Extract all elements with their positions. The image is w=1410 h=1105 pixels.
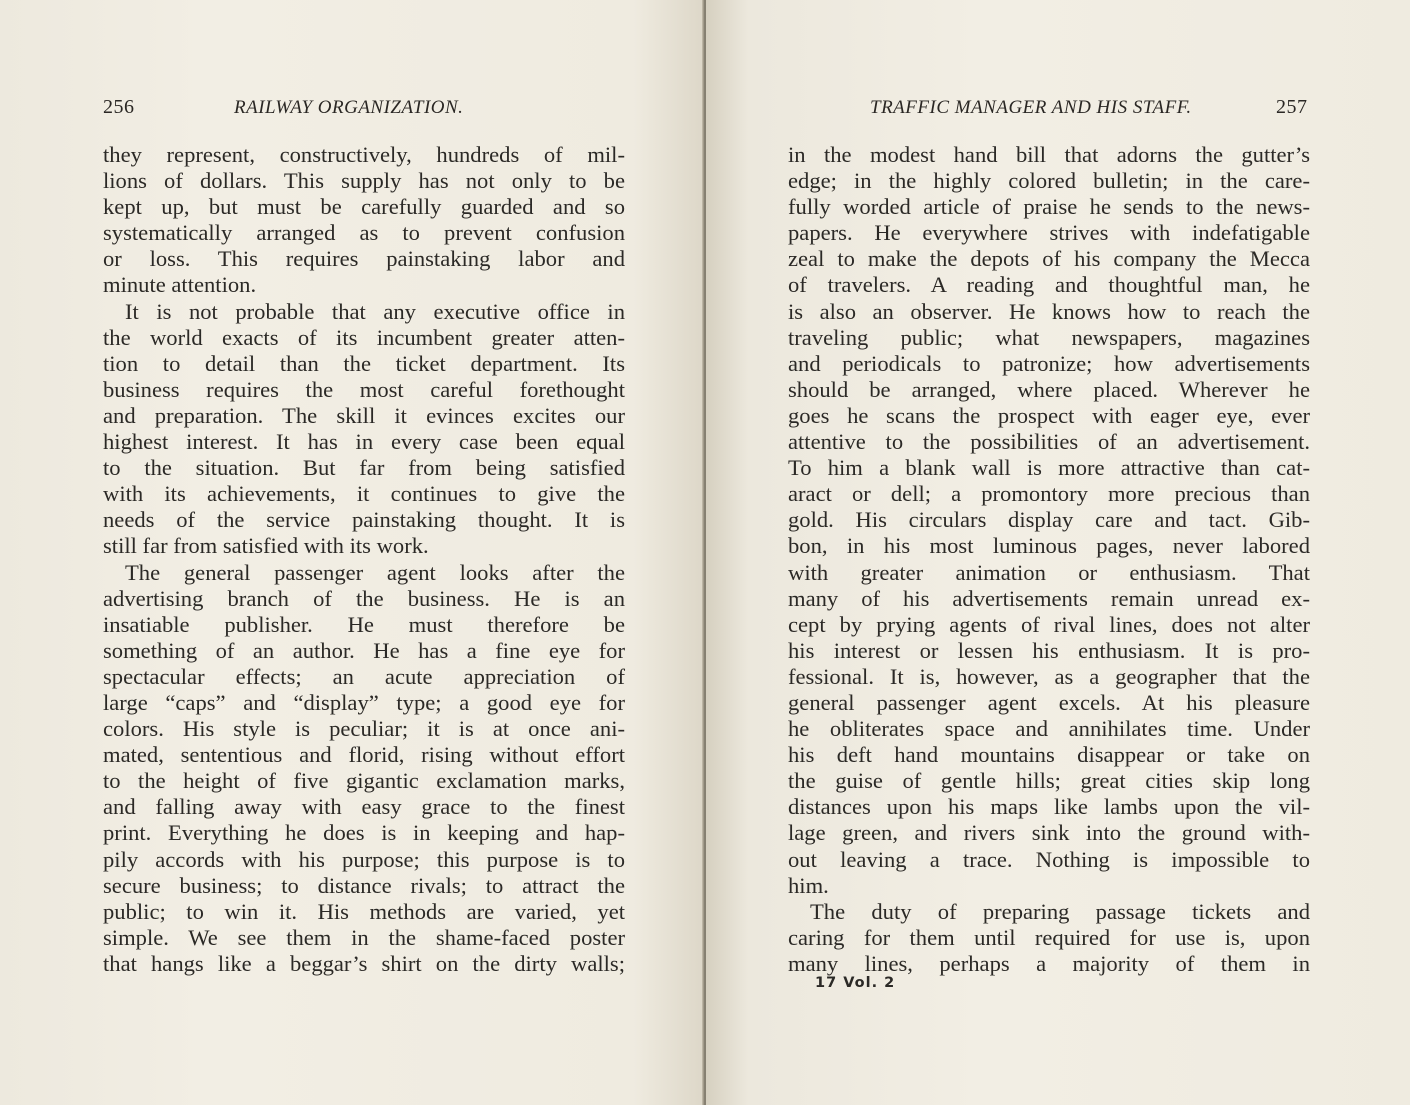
text-line: print. Everything he does is in keeping and hap-: [103, 820, 625, 846]
text-line: with greater animation or enthusiasm. That: [788, 559, 1310, 585]
text-line: something of an author. He has a fine eye for: [103, 637, 625, 663]
text-line: gold. His circulars display care and tact. Gib-: [788, 507, 1310, 533]
text-line: fessional. It is, however, as a geographer that the: [788, 663, 1310, 689]
text-line: spectacular effects; an acute appreciation of: [103, 663, 625, 689]
signature-mark: 17 Vol. 2: [815, 975, 896, 991]
text-line: colors. His style is peculiar; it is at once ani-: [103, 716, 625, 742]
text-line: cept by prying agents of rival lines, does not alter: [788, 611, 1310, 637]
text-line: and preparation. The skill it evinces excites our: [103, 402, 625, 428]
text-line: his deft hand mountains disappear or take on: [788, 742, 1310, 768]
text-line: should be arranged, where placed. Wherever he: [788, 376, 1310, 402]
text-line: tion to detail than the ticket department. Its: [103, 350, 625, 376]
text-line: many of his advertisements remain unread ex-: [788, 585, 1310, 611]
left-page-number: 256: [103, 96, 135, 118]
text-line: insatiable publisher. He must therefore be: [103, 611, 625, 637]
text-line: and falling away with easy grace to the finest: [103, 794, 625, 820]
text-line: attentive to the possibilities of an advertisement.: [788, 429, 1310, 455]
text-line: large “caps” and “display” type; a good eye for: [103, 689, 625, 715]
text-line: lage green, and rivers sink into the ground with-: [788, 820, 1310, 846]
text-line: to the height of five gigantic exclamation marks,: [103, 768, 625, 794]
text-line: secure business; to distance rivals; to attract the: [103, 872, 625, 898]
text-line: papers. He everywhere strives with indefatigable: [788, 220, 1310, 246]
text-line: his interest or lessen his enthusiasm. It is pro-: [788, 637, 1310, 663]
text-line: highest interest. It has in every case been equal: [103, 429, 625, 455]
text-line: of travelers. A reading and thoughtful man, he: [788, 272, 1310, 298]
text-line: It is not probable that any executive office in: [125, 298, 625, 324]
left-page-body: [103, 142, 625, 977]
text-line: or loss. This requires painstaking labor and: [103, 246, 625, 272]
text-line: is also an observer. He knows how to reach the: [788, 298, 1310, 324]
text-line: advertising branch of the business. He is an: [103, 585, 625, 611]
left-page: [0, 0, 704, 1105]
right-page: [706, 0, 1410, 1105]
text-line: The duty of preparing passage tickets and: [810, 898, 1310, 924]
text-line: general passenger agent excels. At his pleasure: [788, 689, 1310, 715]
text-line: with its achievements, it continues to give the: [103, 481, 625, 507]
text-line: lions of dollars. This supply has not only to be: [103, 168, 625, 194]
text-line: and periodicals to patronize; how advertisements: [788, 350, 1310, 376]
text-line: needs of the service painstaking thought. It is: [103, 507, 625, 533]
text-line: systematically arranged as to prevent confusion: [103, 220, 625, 246]
right-page-number: 257: [1276, 96, 1308, 118]
text-line: aract or dell; a promontory more precious than: [788, 481, 1310, 507]
text-line: simple. We see them in the shame-faced poster: [103, 924, 625, 950]
text-line: pily accords with his purpose; this purpose is to: [103, 846, 625, 872]
text-line: distances upon his maps like lambs upon the vil-: [788, 794, 1310, 820]
text-line: the world exacts of its incumbent greater atten-: [103, 324, 625, 350]
text-line: in the modest hand bill that adorns the gutter’s: [788, 142, 1310, 167]
text-line: zeal to make the depots of his company the Mecca: [788, 246, 1310, 272]
text-line: that hangs like a beggar’s shirt on the dirty walls;: [103, 950, 625, 976]
left-running-head: RAILWAY ORGANIZATION.: [234, 97, 464, 118]
text-line: edge; in the highly colored bulletin; in the care-: [788, 168, 1310, 194]
text-line: mated, sententious and florid, rising without effort: [103, 742, 625, 768]
right-running-head: TRAFFIC MANAGER AND HIS STAFF.: [870, 97, 1192, 118]
text-line: him.: [788, 872, 829, 898]
text-line: minute attention.: [103, 272, 257, 298]
text-line: he obliterates space and annihilates time. Under: [788, 716, 1310, 742]
text-line: traveling public; what newspapers, magazines: [788, 324, 1310, 350]
text-line: business requires the most careful forethought: [103, 376, 625, 402]
text-line: caring for them until required for use is, upon: [788, 924, 1310, 950]
right-page-body: [788, 142, 1310, 977]
text-line: still far from satisfied with its work.: [103, 533, 429, 559]
text-line: many lines, perhaps a majority of them in: [788, 950, 1310, 976]
text-line: bon, in his most luminous pages, never labored: [788, 533, 1310, 559]
text-line: the guise of gentle hills; great cities skip long: [788, 768, 1310, 794]
text-line: The general passenger agent looks after the: [125, 559, 625, 585]
text-line: fully worded article of praise he sends to the news-: [788, 194, 1310, 220]
text-line: out leaving a trace. Nothing is impossible to: [788, 846, 1310, 872]
text-line: they represent, constructively, hundreds of mil-: [103, 142, 625, 167]
text-line: to the situation. But far from being satisfied: [103, 455, 625, 481]
text-line: To him a blank wall is more attractive than cat-: [788, 455, 1310, 481]
text-line: public; to win it. His methods are varied, yet: [103, 898, 625, 924]
text-line: kept up, but must be carefully guarded and so: [103, 194, 625, 220]
text-line: goes he scans the prospect with eager eye, ever: [788, 402, 1310, 428]
